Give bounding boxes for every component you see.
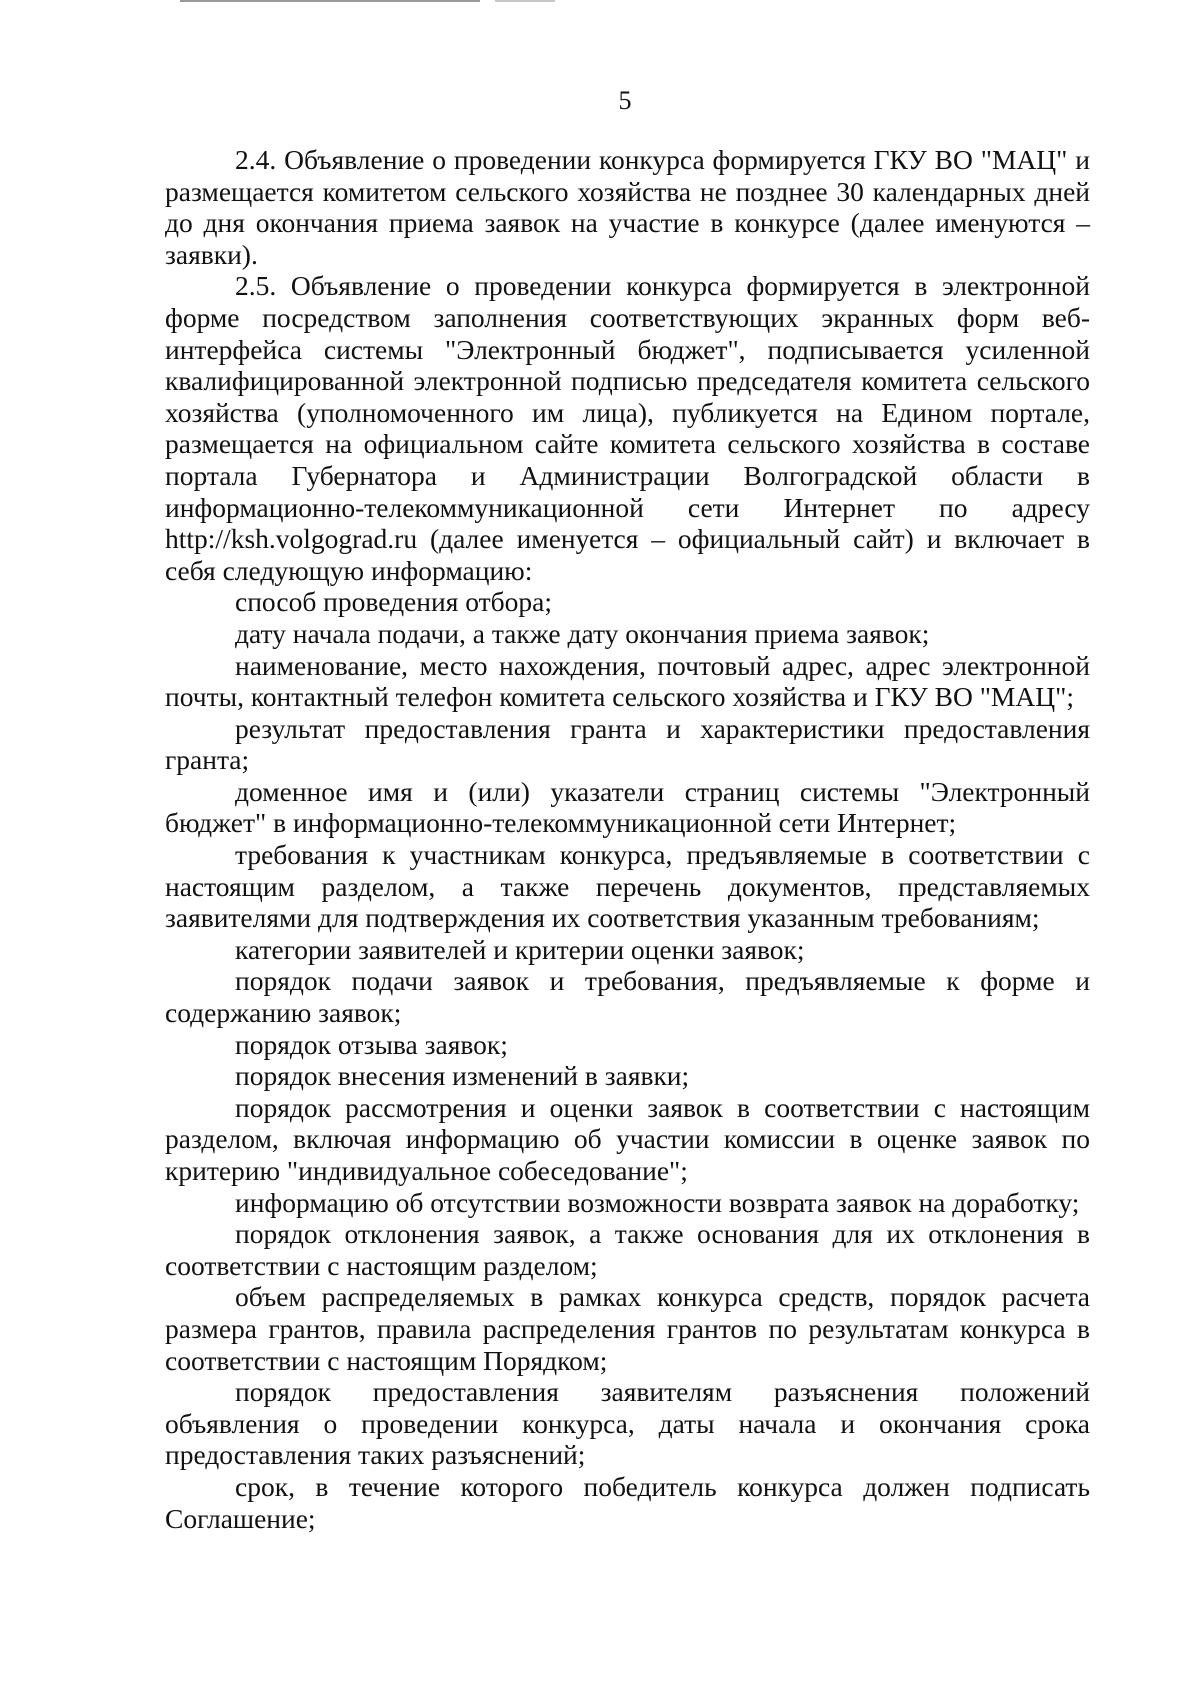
document-body: [165, 144, 1090, 1534]
list-item-selection-method: способ проведения отбора;: [235, 586, 552, 618]
list-item-rejection: порядок отклонения заявок, а также основания для их отклонения в соответствии с настоящим разделом;: [165, 1218, 1090, 1281]
list-item-no-return: информацию об отсутствии возможности возврата заявок на доработку;: [235, 1186, 1080, 1218]
list-item-withdrawal: порядок отзыва заявок;: [235, 1028, 508, 1060]
scan-edge-line-fragment: [495, 0, 555, 2]
list-item-clarifications: порядок предоставления заявителям разъяснения положений объявления о проведении конкурса, даты начала и окончания срока предоставления таких разъяснений;: [165, 1376, 1090, 1471]
paragraph-2-5: 2.5. Объявление о проведении конкурса формируется в электронной форме посредством заполнения соответствующих экранных форм веб-интерфейса системы "Электронный бюджет", подписывается усиленной квалифицированной электронной подписью председателя комитета сельского хозяйства (уполномоченного им лица), публикуется на Едином портале, размещается на официальном сайте комитета сельского хозяйства в составе портала Губернатора и Администрации Волгоградской области в информационно-телекоммуникационной сети Интернет по адресу http://ksh.volgograd.ru (далее именуется – официальный сайт) и включает в себя следующую информацию:: [165, 270, 1090, 586]
paragraph-2-4: 2.4. Объявление о проведении конкурса формируется ГКУ ВО "МАЦ" и размещается комитетом сельского хозяйства не позднее 30 календарных дней до дня окончания приема заявок на участие в конкурсе (далее именуются – заявки).: [165, 144, 1090, 270]
list-item-grant-result: результат предоставления гранта и характеристики предоставления гранта;: [165, 712, 1090, 776]
list-item-contacts: наименование, место нахождения, почтовый адрес, адрес электронной почты, контактный телефон комитета сельского хозяйства и ГКУ ВО "МАЦ";: [165, 649, 1090, 713]
list-item-funds: объем распределяемых в рамках конкурса средств, порядок расчета размера грантов, правила распределения грантов по результатам конкурса в соответствии с настоящим Порядком;: [165, 1281, 1090, 1376]
list-item-dates: дату начала подачи, а также дату окончания приема заявок;: [235, 617, 930, 649]
list-item-review-order: порядок рассмотрения и оценки заявок в соответствии с настоящим разделом, включая информацию об участии комиссии в оценке заявок по критерию "индивидуальное собеседование";: [165, 1091, 1090, 1186]
list-item-changes: порядок внесения изменений в заявки;: [235, 1060, 690, 1092]
page-number: 5: [618, 86, 632, 115]
list-item-categories: категории заявителей и критерии оценки заявок;: [235, 933, 805, 965]
scan-edge-line: [180, 0, 480, 2]
list-item-submission-order: порядок подачи заявок и требования, предъявляемые к форме и содержанию заявок;: [165, 965, 1090, 1029]
list-item-requirements: требования к участникам конкурса, предъявляемые в соответствии с настоящим разделом, а также перечень документов, представляемых заявителями для подтверждения их соответствия указанным требованиям;: [165, 839, 1090, 934]
list-item-agreement-term: срок, в течение которого победитель конкурса должен подписать Соглашение;: [165, 1470, 1090, 1534]
list-item-domain-name: доменное имя и (или) указатели страниц системы "Электронный бюджет" в информационно-телекоммуникационной сети Интернет;: [165, 775, 1090, 839]
